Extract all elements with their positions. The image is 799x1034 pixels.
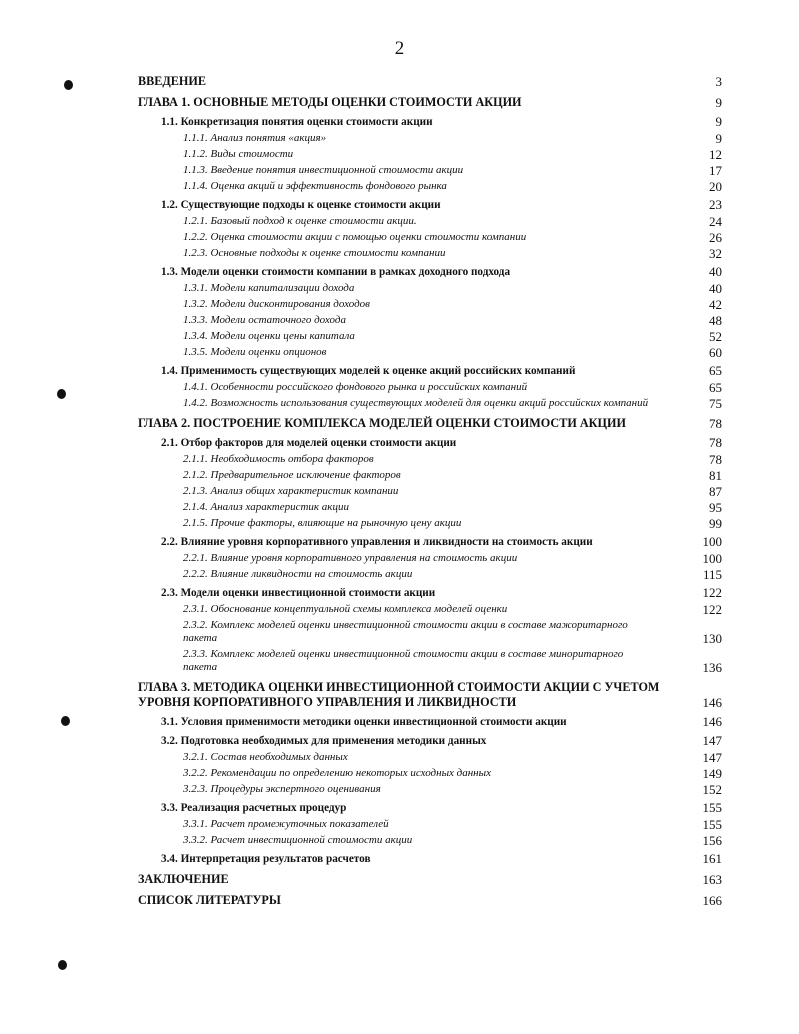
- toc-entry-subsection: 1.3.1. Модели капитализации дохода 40: [183, 281, 722, 296]
- page-ref: 9: [715, 131, 722, 146]
- binding-hole: [57, 389, 66, 399]
- page-ref: 166: [702, 893, 722, 908]
- toc-entry-subsection: 2.1.1. Необходимость отбора факторов 78: [183, 452, 722, 467]
- page-ref: 32: [709, 246, 722, 261]
- page-ref: 99: [709, 516, 722, 531]
- page-ref: 20: [709, 179, 722, 194]
- page-ref: 24: [709, 214, 722, 229]
- toc-entry-section: 3.2. Подготовка необходимых для применения методики данных 147: [161, 733, 722, 748]
- toc-entry-section: 2.1. Отбор факторов для моделей оценки стоимости акции 78: [161, 435, 722, 450]
- page-ref: 147: [702, 750, 722, 765]
- toc-entry-subsection: 2.1.2. Предварительное исключение факторов 81: [183, 468, 722, 483]
- toc-entry-subsection: 2.1.5. Прочие факторы, влияющие на рыночную цену акции 99: [183, 516, 722, 531]
- page-ref: 40: [709, 264, 722, 279]
- page-ref: 146: [702, 714, 722, 729]
- toc-entry-section: 1.3. Модели оценки стоимости компании в рамках доходного подхода 40: [161, 264, 722, 279]
- page-ref: 9: [715, 114, 722, 129]
- toc-entry-subsection: 1.1.1. Анализ понятия «акция» 9: [183, 131, 722, 146]
- page-ref: 87: [709, 484, 722, 499]
- page-ref: 52: [709, 329, 722, 344]
- page-ref: 81: [709, 468, 722, 483]
- page-ref: 48: [709, 313, 722, 328]
- page-ref: 100: [702, 534, 722, 549]
- page-ref: 17: [709, 163, 722, 178]
- toc-entry-subsection: 1.3.2. Модели дисконтирования доходов 42: [183, 297, 722, 312]
- page-ref: 146: [702, 695, 722, 710]
- toc-entry-subsection: 2.1.4. Анализ характеристик акции 95: [183, 500, 722, 515]
- page-ref: 95: [709, 500, 722, 515]
- page-ref: 42: [709, 297, 722, 312]
- page-ref: 149: [702, 766, 722, 781]
- page-ref: 155: [702, 800, 722, 815]
- page-ref: 161: [702, 851, 722, 866]
- toc-entry-subsection: 1.1.2. Виды стоимости 12: [183, 147, 722, 162]
- page-ref: 26: [709, 230, 722, 245]
- toc-entry-subsection: 1.1.4. Оценка акций и эффективность фондового рынка 20: [183, 179, 722, 194]
- toc-entry-subsection: 3.3.2. Расчет инвестиционной стоимости акции 156: [183, 833, 722, 848]
- binding-hole: [58, 960, 67, 970]
- toc-entry-section: 1.4. Применимость существующих моделей к оценке акций российских компаний 65: [161, 363, 722, 378]
- toc-entry-subsection: 2.3.1. Обоснование концептуальной схемы комплекса моделей оценки 122: [183, 602, 722, 617]
- page-ref: 147: [702, 733, 722, 748]
- page-ref: 23: [709, 197, 722, 212]
- toc-entry-subsection: 2.2.2. Влияние ликвидности на стоимость акции 115: [183, 567, 722, 582]
- page-ref: 9: [715, 95, 722, 110]
- page-ref: 130: [702, 631, 722, 646]
- page-ref: 65: [709, 380, 722, 395]
- page-ref: 78: [709, 435, 722, 450]
- toc-entry-chapter-1: ГЛАВА 1. ОСНОВНЫЕ МЕТОДЫ ОЦЕНКИ СТОИМОСТИ АКЦИИ 9: [138, 95, 722, 110]
- toc-entry-subsection: 1.2.1. Базовый подход к оценке стоимости акции. 24: [183, 214, 722, 229]
- toc-entry-section: 1.1. Конкретизация понятия оценки стоимости акции 9: [161, 114, 722, 129]
- page-ref: 100: [702, 551, 722, 566]
- toc-entry-subsection: 3.2.2. Рекомендации по определению некоторых исходных данных 149: [183, 766, 722, 781]
- page-ref: 78: [709, 452, 722, 467]
- page-ref: 60: [709, 345, 722, 360]
- toc-entry-subsection: 1.4.2. Возможность использования существующих моделей для оценки акций российских компаний 75: [183, 396, 722, 411]
- page-ref: 163: [702, 872, 722, 887]
- toc-entry-subsection: 1.2.2. Оценка стоимости акции с помощью оценки стоимости компании 26: [183, 230, 722, 245]
- page-ref: 65: [709, 363, 722, 378]
- toc-entry-chapter-2: ГЛАВА 2. ПОСТРОЕНИЕ КОМПЛЕКСА МОДЕЛЕЙ ОЦЕНКИ СТОИМОСТИ АКЦИИ 78: [138, 416, 722, 431]
- page-ref: 136: [702, 660, 722, 675]
- page-ref: 12: [709, 147, 722, 162]
- toc-entry-subsection: 1.3.3. Модели остаточного дохода 48: [183, 313, 722, 328]
- toc-entry-section: 1.2. Существующие подходы к оценке стоимости акции 23: [161, 197, 722, 212]
- page-ref: 78: [709, 416, 722, 431]
- binding-hole: [61, 716, 70, 726]
- toc-entry-section: 3.4. Интерпретация результатов расчетов 161: [161, 851, 722, 866]
- table-of-contents: [138, 74, 722, 908]
- page-ref: 122: [702, 585, 722, 600]
- toc-entry-subsection: 1.3.5. Модели оценки опционов 60: [183, 345, 722, 360]
- toc-entry-subsection: 2.1.3. Анализ общих характеристик компании 87: [183, 484, 722, 499]
- page-ref: 115: [702, 567, 722, 582]
- toc-entry-introduction: ВВЕДЕНИЕ 3: [138, 74, 722, 89]
- toc-entry-subsection: 1.3.4. Модели оценки цены капитала 52: [183, 329, 722, 344]
- page-ref: 122: [702, 602, 722, 617]
- page-ref: 3: [715, 74, 722, 89]
- page-number: 2: [394, 38, 405, 59]
- page-ref: 152: [702, 782, 722, 797]
- toc-entry-subsection: 1.2.3. Основные подходы к оценке стоимости компании 32: [183, 246, 722, 261]
- page-ref: 75: [709, 396, 722, 411]
- toc-entry-subsection: 1.4.1. Особенности российского фондового рынка и российских компаний 65: [183, 380, 722, 395]
- toc-entry-subsection: 2.3.2. Комплекс моделей оценки инвестиционной стоимости акции в составе мажоритарного пакета 130: [183, 619, 722, 646]
- page-ref: 155: [702, 817, 722, 832]
- toc-entry-conclusion: ЗАКЛЮЧЕНИЕ 163: [138, 872, 722, 887]
- page-ref: 156: [702, 833, 722, 848]
- toc-entry-references: СПИСОК ЛИТЕРАТУРЫ 166: [138, 893, 722, 908]
- toc-entry-subsection: 2.2.1. Влияние уровня корпоративного управления на стоимость акции 100: [183, 551, 722, 566]
- binding-hole: [64, 80, 73, 90]
- toc-entry-chapter-3: ГЛАВА 3. МЕТОДИКА ОЦЕНКИ ИНВЕСТИЦИОННОЙ СТОИМОСТИ АКЦИИ С УЧЕТОМ УРОВНЯ КОРПОРАТИВНОГО УПРАВЛЕНИЯ И ЛИКВИДНОСТИ 146: [138, 680, 722, 710]
- toc-entry-section: 2.2. Влияние уровня корпоративного управления и ликвидности на стоимость акции 100: [161, 534, 722, 549]
- toc-entry-subsection: 2.3.3. Комплекс моделей оценки инвестиционной стоимости акции в составе миноритарного пакета 136: [183, 648, 722, 675]
- toc-entry-subsection: 3.2.1. Состав необходимых данных 147: [183, 750, 722, 765]
- toc-entry-section: 2.3. Модели оценки инвестиционной стоимости акции 122: [161, 585, 722, 600]
- page-ref: 40: [709, 281, 722, 296]
- toc-entry-subsection: 1.1.3. Введение понятия инвестиционной стоимости акции 17: [183, 163, 722, 178]
- toc-entry-subsection: 3.2.3. Процедуры экспертного оценивания 152: [183, 782, 722, 797]
- toc-entry-section: 3.3. Реализация расчетных процедур 155: [161, 800, 722, 815]
- toc-entry-section: 3.1. Условия применимости методики оценки инвестиционной стоимости акции 146: [161, 714, 722, 729]
- toc-entry-subsection: 3.3.1. Расчет промежуточных показателей 155: [183, 817, 722, 832]
